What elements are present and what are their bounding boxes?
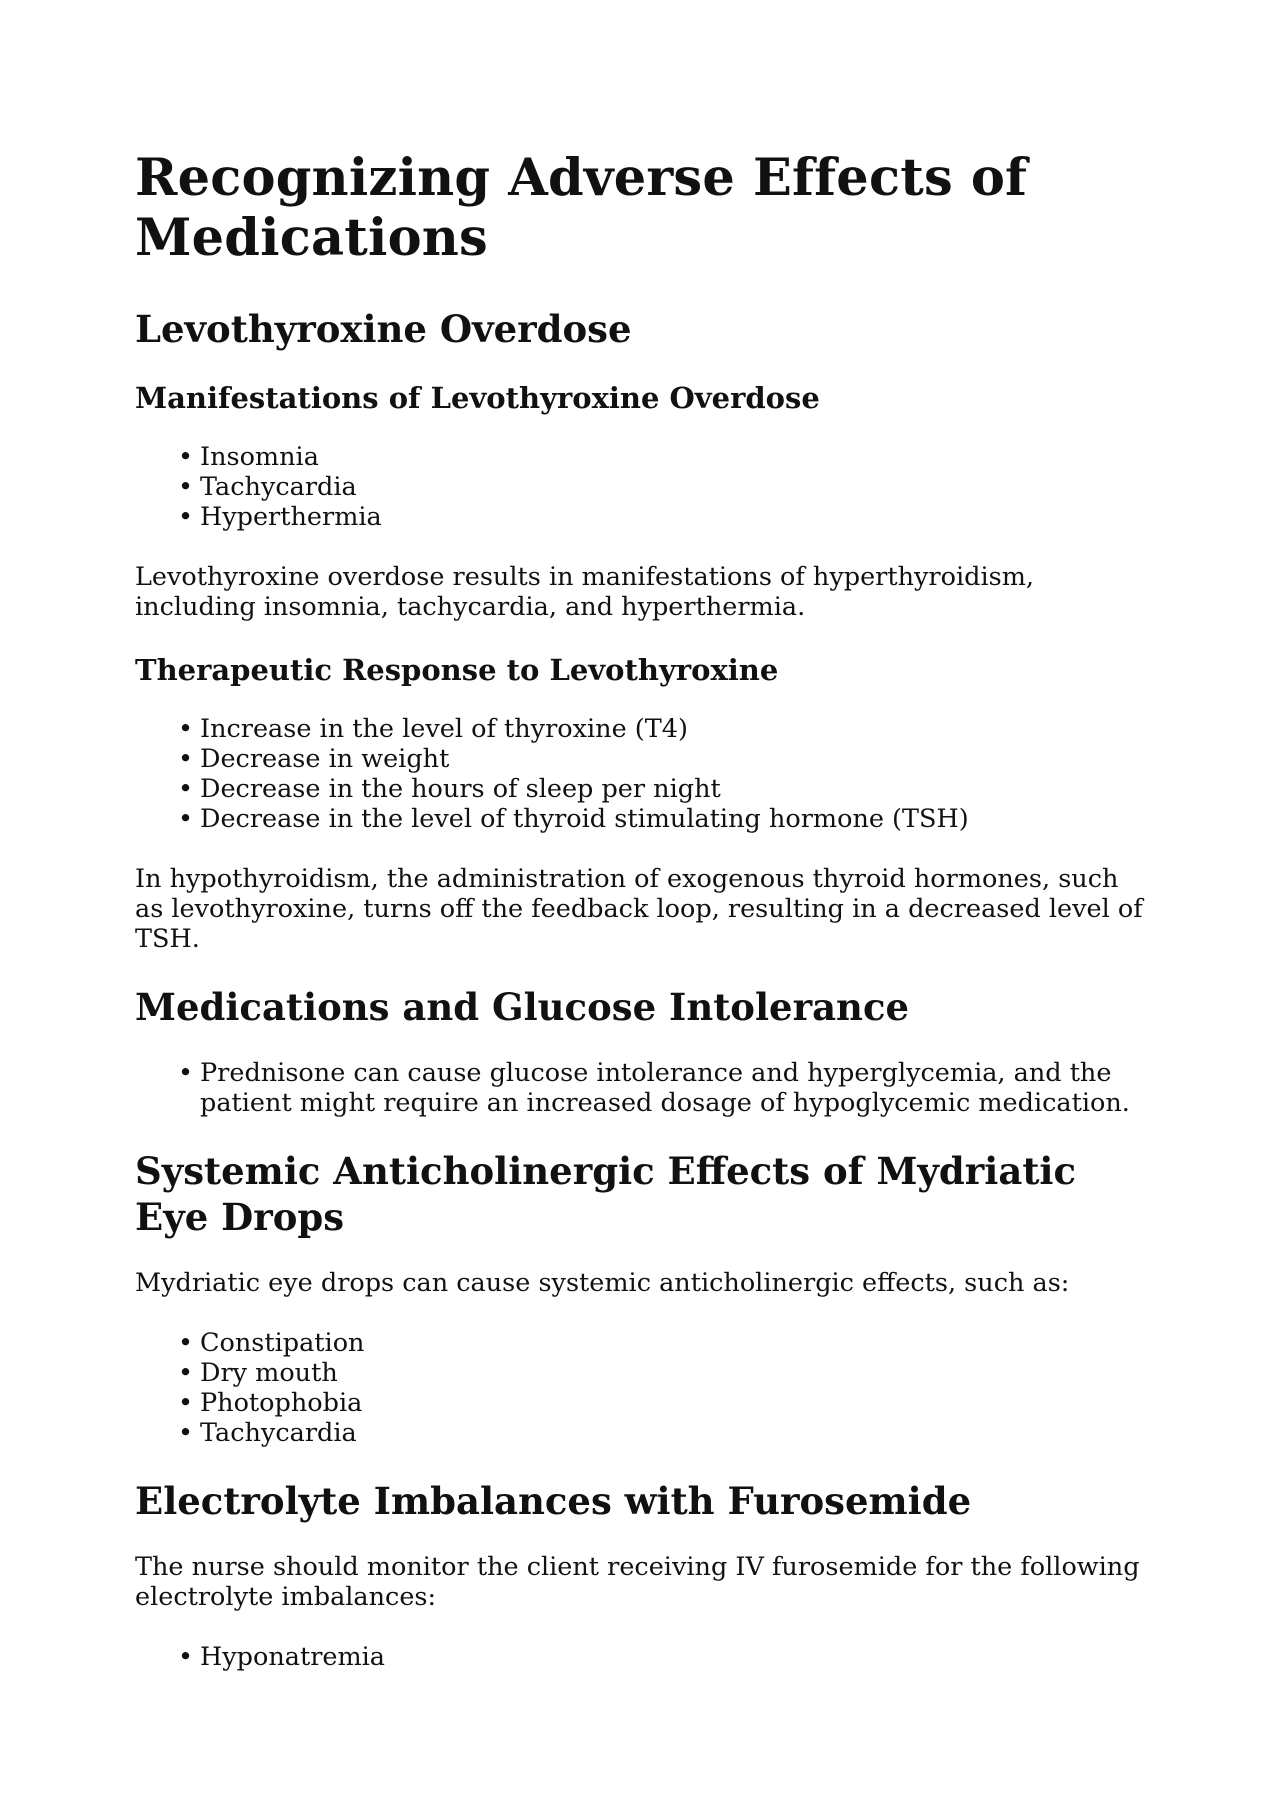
- bullet-list: [135, 1058, 1145, 1118]
- bullet-list: [135, 442, 1145, 532]
- list-item: • Photophobia: [200, 1388, 1145, 1418]
- list-item: • Constipation: [200, 1328, 1145, 1358]
- list-item: • Hyponatremia: [200, 1642, 1145, 1672]
- list-item: • Tachycardia: [200, 1418, 1145, 1448]
- paragraph: The nurse should monitor the client receiving IV furosemide for the following electrolyte imbalances:: [135, 1552, 1140, 1612]
- bullet-list: [135, 1328, 1145, 1448]
- list-item: • Prednisone can cause glucose intolerance and hyperglycemia, and the patient might require an increased dosage of hypoglycemic medication.: [200, 1058, 1145, 1118]
- paragraph: Levothyroxine overdose results in manifestations of hyperthyroidism, including insomnia, tachycardia, and hyperthermia.: [135, 562, 1034, 622]
- section-heading: Electrolyte Imbalances with Furosemide: [135, 1479, 972, 1523]
- list-item: • Insomnia: [200, 442, 1145, 472]
- list-item: • Tachycardia: [200, 472, 1145, 502]
- page-title: Recognizing Adverse Effects of Medications: [135, 148, 1028, 268]
- subsection-manifestations: [135, 380, 1145, 622]
- section-glucose-intolerance: [135, 984, 1145, 1118]
- list-item: • Decrease in weight: [200, 744, 1145, 774]
- bullet-list: [135, 714, 1145, 834]
- paragraph: Mydriatic eye drops can cause systemic anticholinergic effects, such as:: [135, 1268, 1070, 1298]
- section-heading: Medications and Glucose Intolerance: [135, 985, 910, 1029]
- list-item: • Increase in the level of thyroxine (T4): [200, 714, 1145, 744]
- list-item: • Decrease in the hours of sleep per night: [200, 774, 1145, 804]
- subsection-heading: Therapeutic Response to Levothyroxine: [135, 653, 779, 687]
- list-item: • Dry mouth: [200, 1358, 1145, 1388]
- paragraph: In hypothyroidism, the administration of exogenous thyroid hormones, such as levothyroxine, turns off the feedback loop, resulting in a decreased level of TSH.: [135, 864, 1143, 954]
- subsection-therapeutic-response: [135, 652, 1145, 954]
- list-item: • Hyperthermia: [200, 502, 1145, 532]
- section-furosemide: [135, 1478, 1145, 1672]
- section-heading: Systemic Anticholinergic Effects of Mydriatic Eye Drops: [135, 1149, 1076, 1239]
- subsection-heading: Manifestations of Levothyroxine Overdose: [135, 381, 820, 415]
- section-mydriatic-eye-drops: [135, 1148, 1145, 1448]
- section-heading: Levothyroxine Overdose: [135, 307, 632, 351]
- list-item: • Decrease in the level of thyroid stimulating hormone (TSH): [200, 804, 1145, 834]
- bullet-list: [135, 1642, 1145, 1672]
- section-levothyroxine-overdose: [135, 306, 1145, 954]
